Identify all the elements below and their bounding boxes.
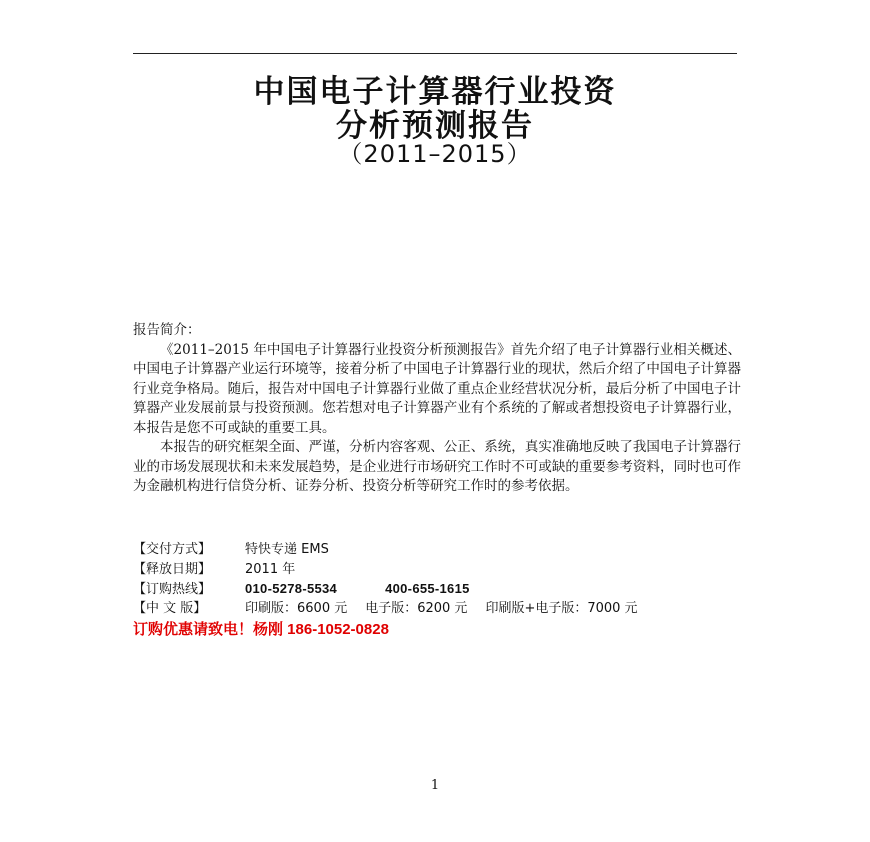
report-intro — [133, 321, 741, 497]
title-line-2: 分析预测报告 — [336, 108, 534, 144]
intro-label: 报告简介： — [133, 322, 201, 338]
digital-edition-price: 电子版：6200 元 — [365, 600, 468, 616]
release-key: 【释放日期】 — [133, 561, 212, 577]
edition-row — [133, 599, 753, 619]
top-rule — [133, 53, 737, 54]
intro-paragraph-2: 本报告的研究框架全面、严谨，分析内容客观、公正、系统，真实准确地反映了我国电子计算器行业的市场发展现状和未来发展趋势，是企业进行市场研究工作时不可或缺的重要参考资料，同时也可作为金融机构进行信贷分析、证券分析、投资分析等研究工作时的参考依据。 — [133, 439, 741, 494]
hotline-2: 400-655-1615 — [385, 581, 470, 596]
print-edition-price: 印刷版：6600 元 — [245, 600, 348, 616]
delivery-value: 特快专递 EMS — [245, 542, 329, 557]
hotline-key: 【订购热线】 — [133, 582, 212, 597]
page-number: 1 — [430, 778, 440, 793]
edition-key: 【中 文 版】 — [133, 600, 207, 616]
combo-edition-price: 印刷版+电子版：7000 元 — [485, 600, 638, 616]
order-info — [133, 540, 753, 640]
order-discount-line: 订购优惠请致电！杨刚 186-1052-0828 — [133, 621, 389, 638]
delivery-key: 【交付方式】 — [133, 542, 212, 557]
hotline-1: 010-5278-5534 — [245, 581, 338, 596]
delivery-row — [133, 540, 753, 560]
intro-paragraph-1: 《2011–2015 年中国电子计算器行业投资分析预测报告》首先介绍了电子计算器行业相关概述、中国电子计算器产业运行环境等，接着分析了中国电子计算器行业的现状，然后介绍了中国电子计算器行业竞争格局。随后，报告对中国电子计算器行业做了重点企业经营状况分析，最后分析了中国电子计算器产业发展前景与投资预测。您若想对电子计算器产业有个系统的了解或者想投资电子计算器行业，本报告是您不可或缺的重要工具。 — [133, 341, 741, 436]
title-year-range: （2011–2015） — [338, 140, 532, 168]
release-row — [133, 560, 753, 580]
title-line-1: 中国电子计算器行业投资 — [253, 74, 617, 110]
release-value: 2011 年 — [245, 561, 296, 577]
hotline-row — [133, 579, 753, 599]
